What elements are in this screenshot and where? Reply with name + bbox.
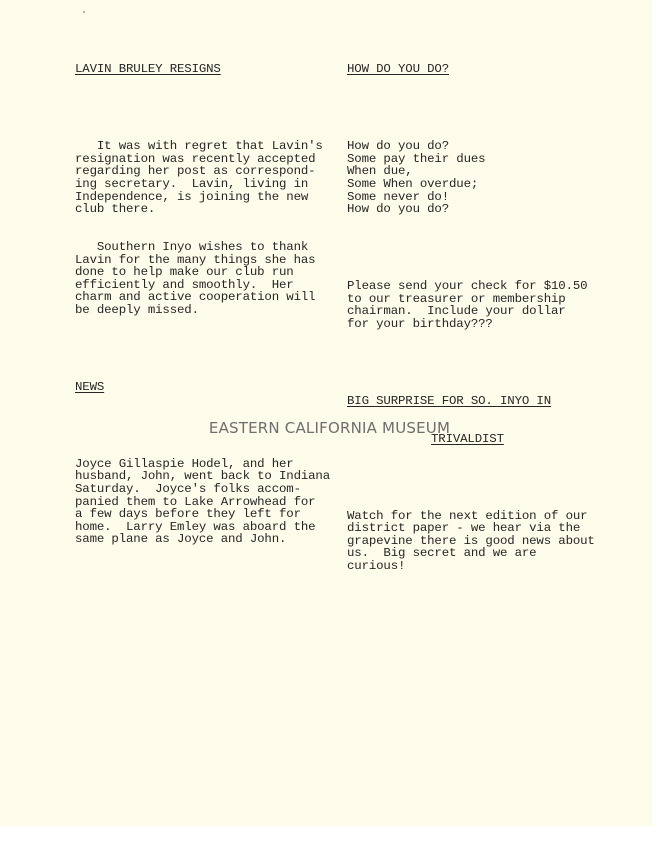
- article-lavin-paragraph-1: It was with regret that Lavin's resignation was recently accepted regarding her post as correspond- ing secretary. Lavin, living in Independence, is joining the new club there.: [75, 139, 323, 217]
- heading-big-surprise-line-2: TRIVALDIST: [431, 431, 504, 446]
- dues-reminder-paragraph: Please send your check for $10.50 to our treasurer or membership chairman. Include your dollar for your birthday???: [347, 279, 588, 331]
- right-column: [347, 38, 612, 585]
- scan-edge-bottom: [0, 826, 659, 850]
- left-column: [75, 38, 345, 559]
- article-news-paragraph-1: Joyce Gillaspie Hodel, and her husband, John, went back to Indiana Saturday. Joyce's folks accom- panied them to Lake Arrowhead for a few days before they left for home. Larry Emley was aboard the same plane as Joyce and John.: [75, 456, 330, 547]
- big-surprise-paragraph: Watch for the next edition of our district paper - we hear via the grapevine there is good news about us. Big secret and we are curious!: [347, 508, 595, 573]
- heading-lavin-bruley-resigns: LAVIN BRULEY RESIGNS: [75, 62, 221, 77]
- scan-speck: [83, 11, 85, 13]
- poem-how-do-you-do: How do you do? Some pay their dues When due, Some When overdue; Some never do! How do you do?: [347, 139, 486, 217]
- heading-how-do-you-do: HOW DO YOU DO?: [347, 62, 449, 77]
- heading-news: NEWS: [75, 379, 105, 394]
- heading-big-surprise-line-1: BIG SURPRISE FOR SO. INYO IN: [347, 393, 551, 408]
- museum-watermark: EASTERN CALIFORNIA MUSEUM: [208, 419, 451, 437]
- article-lavin-paragraph-2: Southern Inyo wishes to thank Lavin for the many things she has done to help make our club run efficiently and smoothly. Her charm and active cooperation will be deeply missed.: [75, 239, 316, 317]
